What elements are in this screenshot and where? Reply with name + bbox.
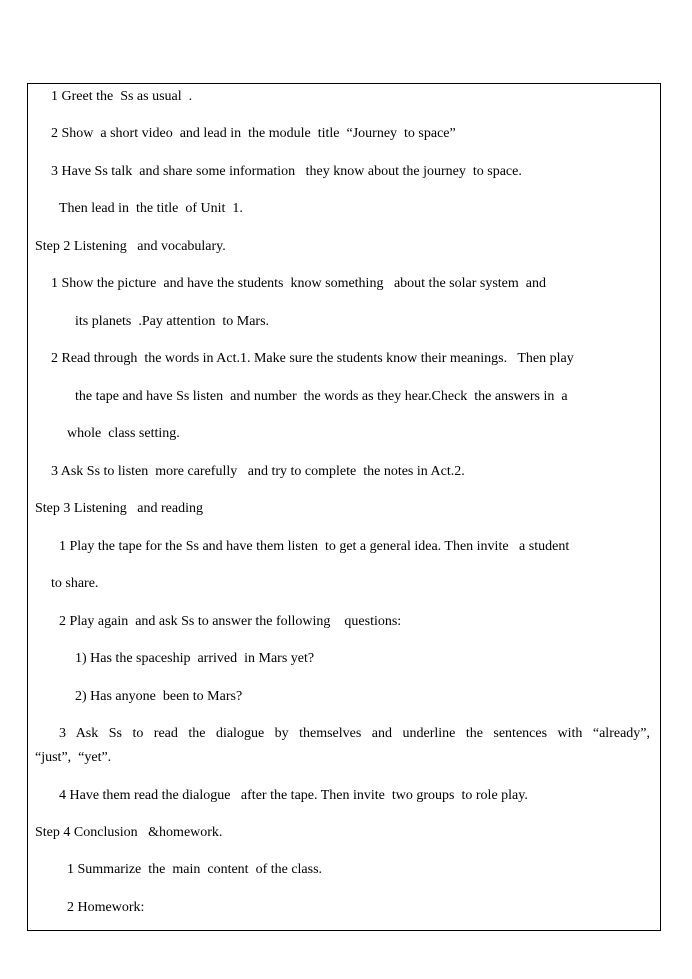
text-line: 3 Ask Ss to read the dialogue by themselves and underline the sentences with “already”, (59, 726, 650, 741)
text-line: 1 Greet the Ss as usual . (51, 89, 193, 104)
text-line: 1 Show the picture and have the students know something about the solar system and (51, 276, 546, 291)
text-line: 1 Summarize the main content of the class. (67, 862, 323, 877)
text-line: 1 Play the tape for the Ss and have them listen to get a general idea. Then invite a student (59, 539, 570, 554)
text-line: Then lead in the title of Unit 1. (59, 201, 243, 216)
step-heading: Step 4 Conclusion &homework. (35, 825, 223, 840)
text-line: 3 Have Ss talk and share some information they know about the journey to space. (51, 164, 522, 179)
question-item: 2) Has anyone been to Mars? (75, 689, 243, 704)
text-line: 2 Homework: (67, 900, 145, 915)
text-line: “just”, “yet”. (35, 750, 112, 765)
text-line: 2 Read through the words in Act.1. Make sure the students know their meanings. Then play (51, 351, 574, 366)
step-heading: Step 2 Listening and vocabulary. (35, 239, 226, 254)
step-heading: Step 3 Listening and reading (35, 501, 203, 516)
text-line: the tape and have Ss listen and number the words as they hear.Check the answers in a (75, 389, 568, 404)
text-line: 3 Ask Ss to listen more carefully and try to complete the notes in Act.2. (51, 464, 465, 479)
text-line: 4 Have them read the dialogue after the tape. Then invite two groups to role play. (59, 788, 528, 803)
text-line: its planets .Pay attention to Mars. (75, 314, 270, 329)
text-line: 2 Play again and ask Ss to answer the following questions: (59, 614, 402, 629)
text-line: 2 Show a short video and lead in the module title “Journey to space” (51, 126, 456, 141)
question-item: 1) Has the spaceship arrived in Mars yet? (75, 651, 315, 666)
text-line: to share. (51, 576, 99, 591)
text-line: whole class setting. (67, 426, 180, 441)
